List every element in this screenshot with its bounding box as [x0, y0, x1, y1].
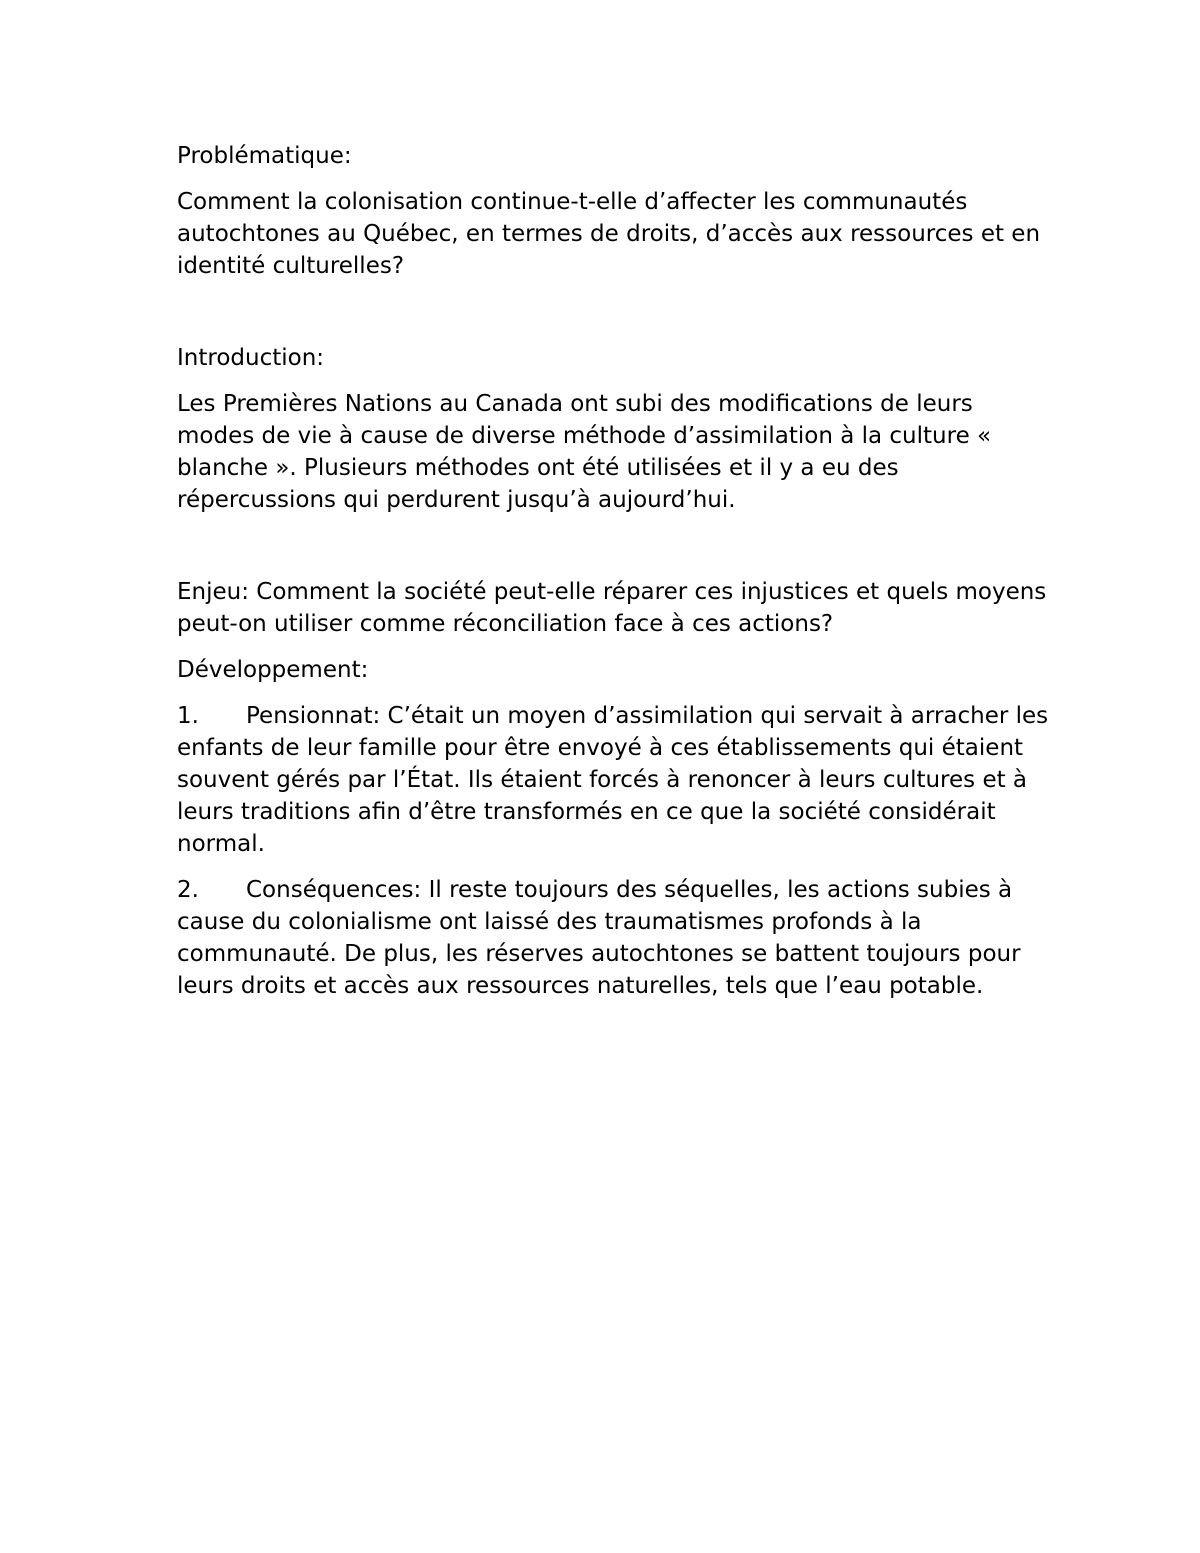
- list-item-consequences: [177, 874, 1057, 1002]
- problematique-heading: Problématique:: [177, 143, 352, 169]
- list-number: 1.: [177, 703, 199, 729]
- list-item-pensionnat: [177, 700, 1057, 860]
- developpement-heading: Développement:: [177, 657, 369, 683]
- list-item-text: Conséquences: Il reste toujours des séquelles, les actions subies à cause du colonialisme ont laissé des traumatismes profonds à la communauté. De plus, les réserves autochtones se battent toujours pour leurs droits et accès aux ressources naturelles, tels que l’eau potable.: [177, 877, 1021, 999]
- spacer: [177, 530, 1057, 576]
- problematique-text: Comment la colonisation continue-t-elle d’affecter les communautés autochtones au Québec, en termes de droits, d’accès aux ressources et en identité culturelles?: [177, 189, 1041, 279]
- enjeu-text: Enjeu: Comment la société peut-elle réparer ces injustices et quels moyens peut-on utiliser comme réconciliation face à ces actions?: [177, 579, 1047, 637]
- introduction-text: Les Premières Nations au Canada ont subi des modifications de leurs modes de vie à cause de diverse méthode d’assimilation à la culture « blanche ». Plusieurs méthodes ont été utilisées et il y a eu des répercussions qui perdurent jusqu’à aujourd’hui.: [177, 391, 992, 513]
- list-item-text: Pensionnat: C’était un moyen d’assimilation qui servait à arracher les enfants de leur famille pour être envoyé à ces établissements qui étaient souvent gérés par l’État. Ils étaient forcés à renoncer à leurs cultures et à leurs traditions afin d’être transformés en ce que la société considérait normal.: [177, 703, 1049, 857]
- list-number: 2.: [177, 877, 199, 903]
- document-body: [177, 140, 1057, 1016]
- introduction-heading: Introduction:: [177, 345, 325, 371]
- spacer: [177, 296, 1057, 342]
